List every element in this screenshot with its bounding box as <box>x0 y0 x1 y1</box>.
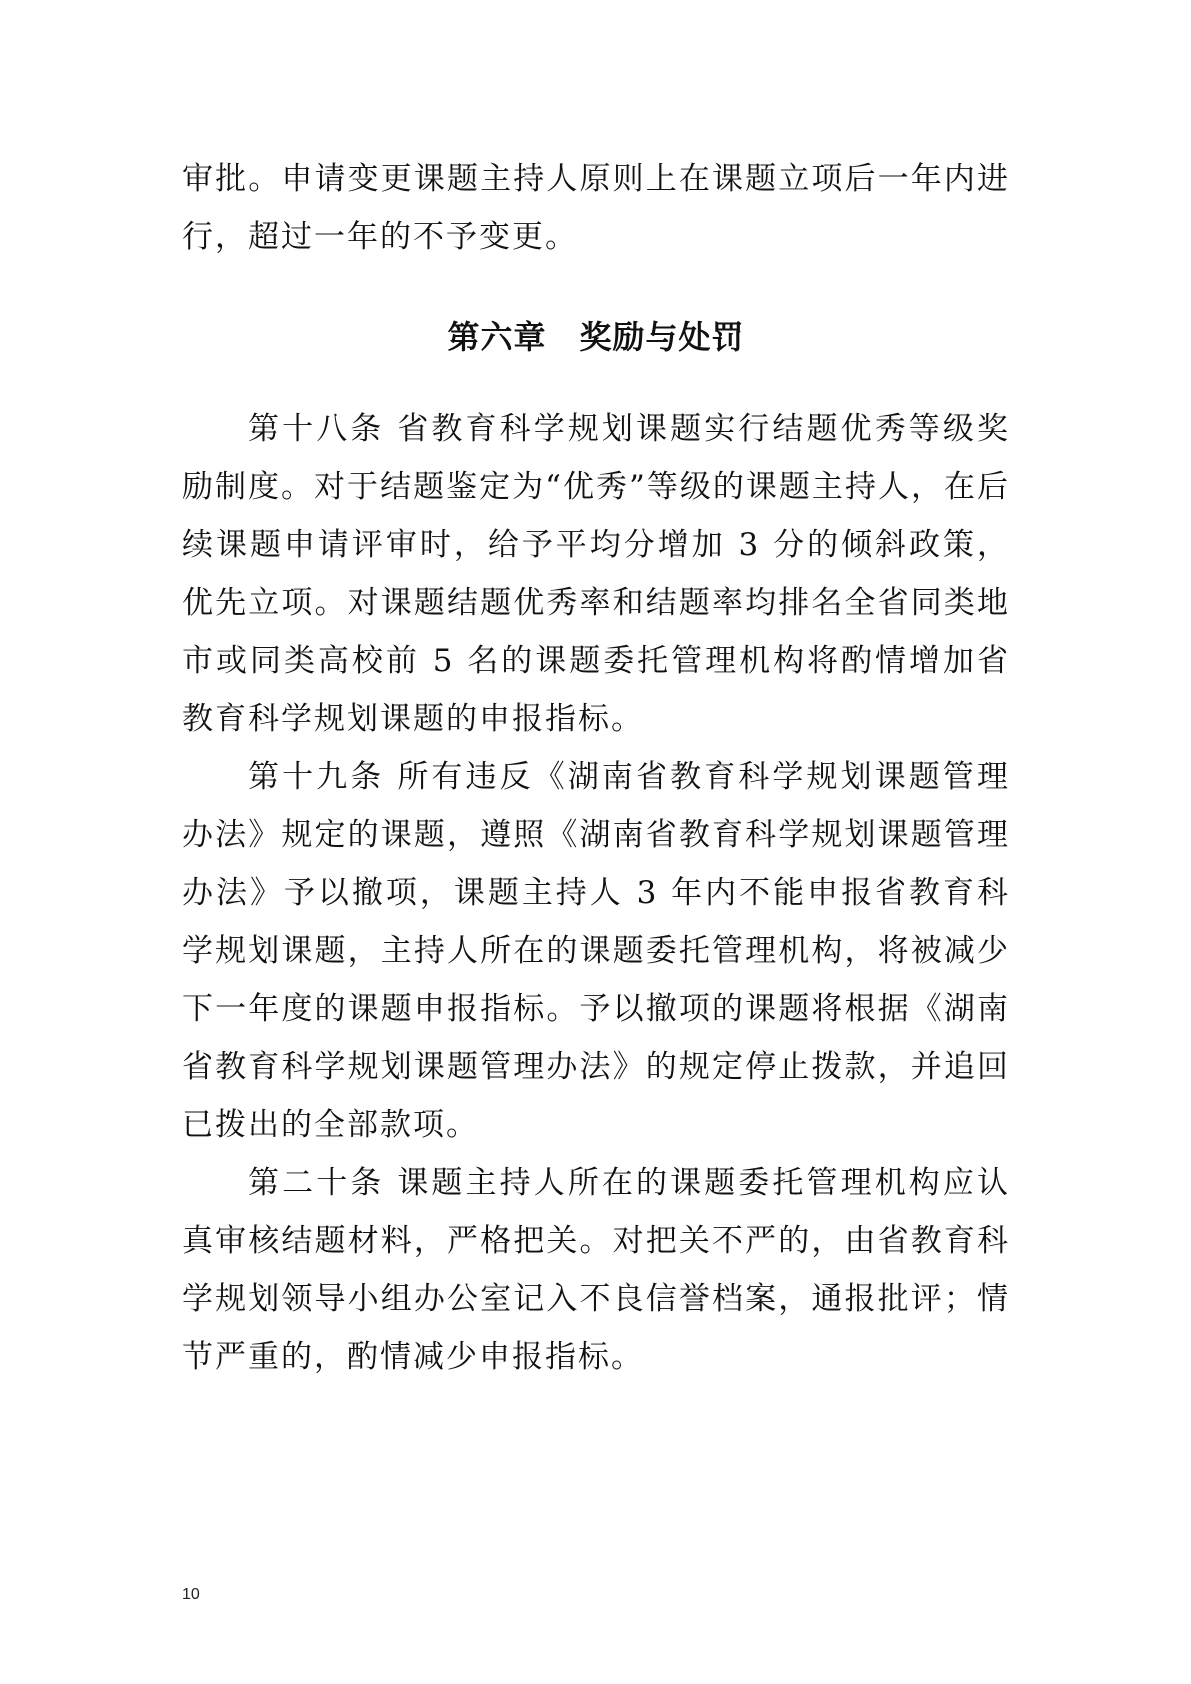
chapter-title: 第六章 奖励与处罚 <box>447 318 745 356</box>
article-19-paragraph: 第十九条 所有违反《湖南省教育科学规划课题管理办法》规定的课题，遵照《湖南省教育科学规划课题管理办法》予以撤项，课题主持人 3 年内不能申报省教育科学规划课题，主持人所在的课题委托管理机构，将被减少下一年度的课题申报指标。予以撤项的课题将根据《湖南省教育科学规划课题管理办法》的规定停止拨款，并追回已拨出的全部款项。 <box>182 759 1010 1143</box>
document-body <box>182 150 1010 1386</box>
article-18-paragraph: 第十八条 省教育科学规划课题实行结题优秀等级奖励制度。对于结题鉴定为“优秀”等级的课题主持人，在后续课题申请评审时，给予平均分增加 3 分的倾斜政策，优先立项。对课题结题优秀率和结题率均排名全省同类地市或同类高校前 5 名的课题委托管理机构将酌情增加省教育科学规划课题的申报指标。 <box>182 411 1010 737</box>
page-number: 10 <box>182 1586 200 1603</box>
article-20-paragraph: 第二十条 课题主持人所在的课题委托管理机构应认真审核结题材料，严格把关。对把关不严的，由省教育科学规划领导小组办公室记入不良信誉档案，通报批评；情节严重的，酌情减少申报指标。 <box>182 1165 1010 1375</box>
opening-paragraph: 审批。申请变更课题主持人原则上在课题立项后一年内进行，超过一年的不予变更。 <box>182 161 1010 255</box>
